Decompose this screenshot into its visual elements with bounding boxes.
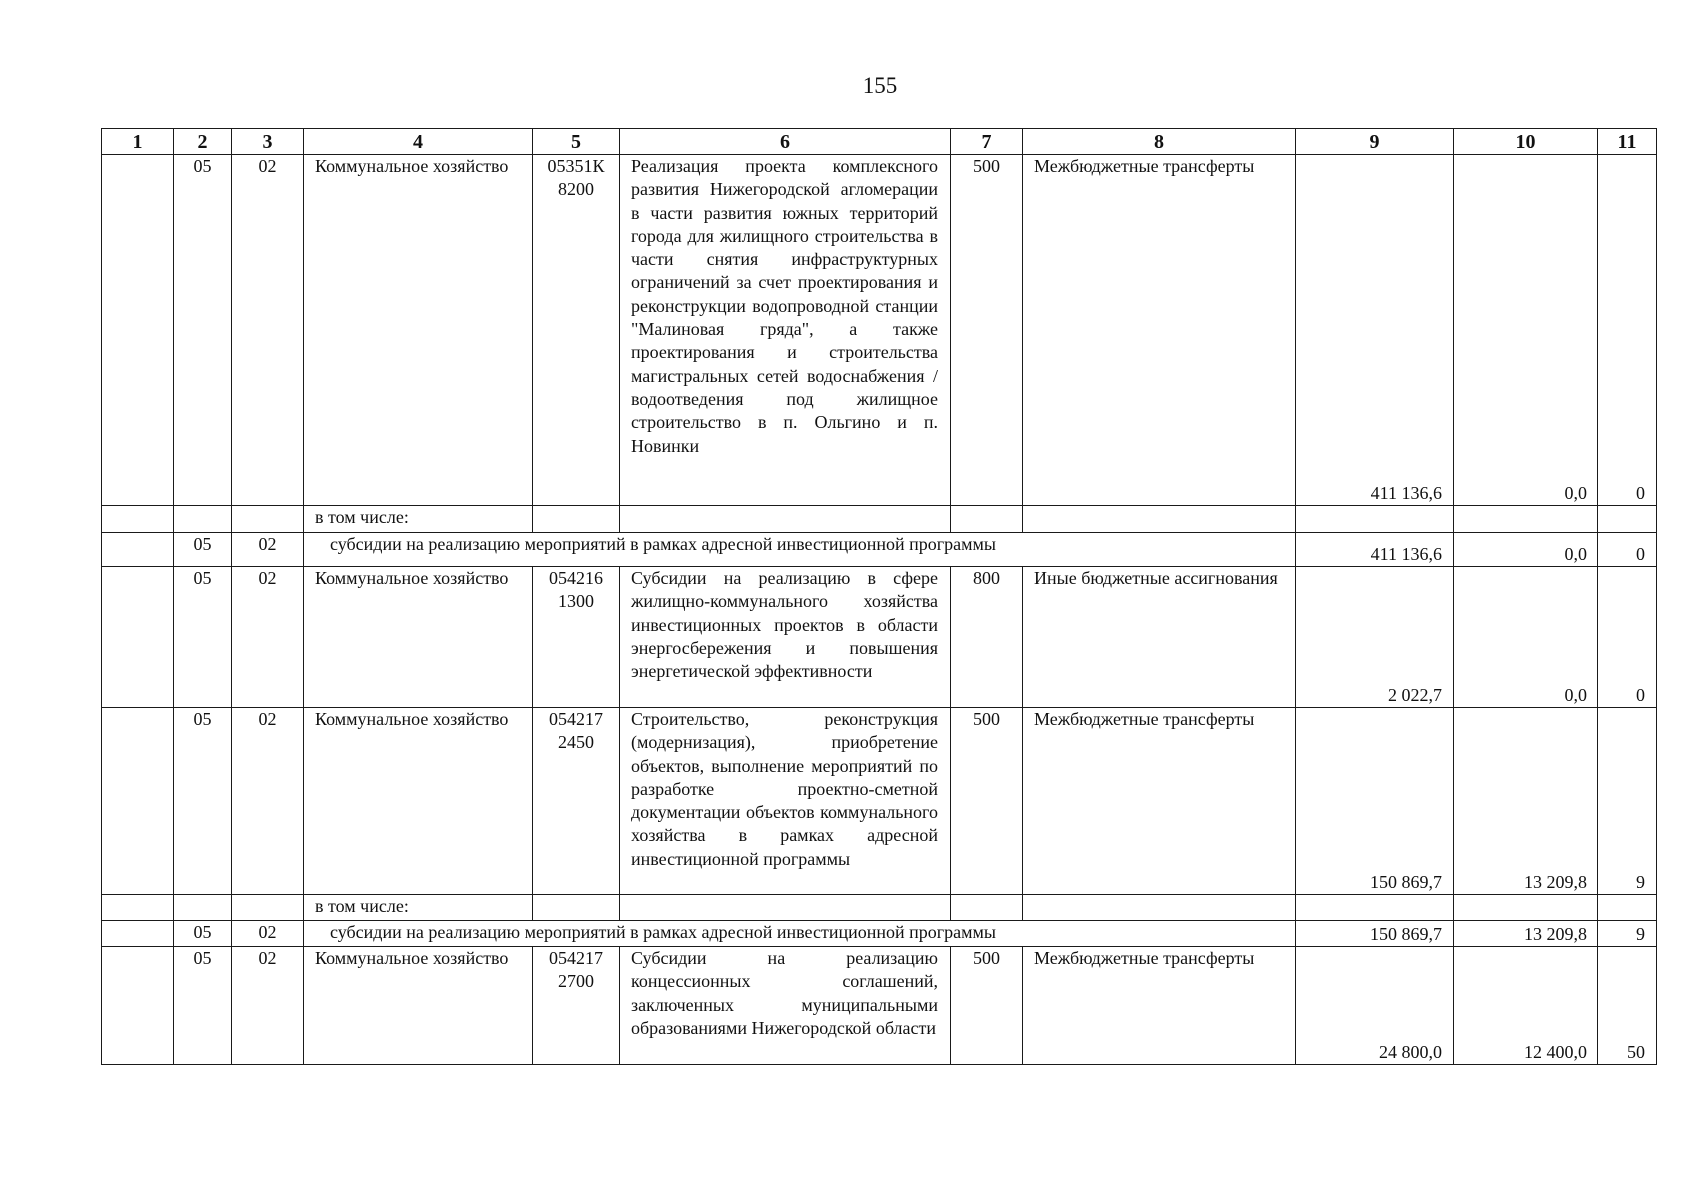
column-header: 6 — [620, 129, 951, 155]
cell-empty — [102, 155, 174, 506]
amount-col10: 12 400,0 — [1454, 947, 1598, 1065]
column-header: 7 — [951, 129, 1023, 155]
table-row — [102, 895, 1657, 921]
target-article-code: 054217 2700 — [533, 947, 620, 1065]
budget-table — [101, 128, 1657, 1065]
expense-type-name: Межбюджетные трансферты — [1023, 155, 1296, 506]
subsection-code: 02 — [232, 533, 304, 567]
amount-col11: 0 — [1598, 533, 1657, 567]
section-name: Коммунальное хозяйство — [304, 947, 533, 1065]
table-header-row — [102, 129, 1657, 155]
expense-type-code: 500 — [951, 155, 1023, 506]
column-header: 9 — [1296, 129, 1454, 155]
amount-col9: 411 136,6 — [1296, 155, 1454, 506]
expense-description: Строительство, реконструкция (модернизация), приобретение объектов, выполнение мероприятий по разработке проектно-сметной документации объектов коммунального хозяйства в рамках адресной инвестиционной программы — [620, 708, 951, 895]
column-header: 10 — [1454, 129, 1598, 155]
target-article-code: 05351К 8200 — [533, 155, 620, 506]
subsection-code: 02 — [232, 921, 304, 947]
subsection-code: 02 — [232, 567, 304, 708]
table-row — [102, 921, 1657, 947]
table-row — [102, 506, 1657, 533]
amount-col11: 9 — [1598, 708, 1657, 895]
section-code: 05 — [174, 155, 232, 506]
column-header: 1 — [102, 129, 174, 155]
table-row — [102, 567, 1657, 708]
amount-col10: 0,0 — [1454, 155, 1598, 506]
target-article-code: 054216 1300 — [533, 567, 620, 708]
column-header: 8 — [1023, 129, 1296, 155]
amount-col10: 13 209,8 — [1454, 708, 1598, 895]
section-name: Коммунальное хозяйство — [304, 708, 533, 895]
expense-type-name: Иные бюджетные ассигнования — [1023, 567, 1296, 708]
column-header: 2 — [174, 129, 232, 155]
expense-description: Реализация проекта комплексного развития Нижегородской агломерации в части развития южных территорий города для жилищного строительства в части снятия инфраструктурных ограничений за счет проектирования и реконструкции водопроводной станции "Малиновая гряда", а также проектирования и строительства магистральных сетей водоснабжения / водоотведения под жилищное строительство в п. Ольгино и п. Новинки — [620, 155, 951, 506]
section-code: 05 — [174, 947, 232, 1065]
table-row — [102, 947, 1657, 1065]
column-header: 11 — [1598, 129, 1657, 155]
amount-col9: 150 869,7 — [1296, 921, 1454, 947]
including-label: в том числе: — [304, 506, 533, 533]
section-name: Коммунальное хозяйство — [304, 155, 533, 506]
subsection-code: 02 — [232, 947, 304, 1065]
including-label: в том числе: — [304, 895, 533, 921]
table-row — [102, 533, 1657, 567]
subsection-code: 02 — [232, 155, 304, 506]
amount-col11: 0 — [1598, 567, 1657, 708]
expense-type-name: Межбюджетные трансферты — [1023, 947, 1296, 1065]
subsection-code: 02 — [232, 708, 304, 895]
table-row — [102, 708, 1657, 895]
column-header: 4 — [304, 129, 533, 155]
amount-col9: 150 869,7 — [1296, 708, 1454, 895]
amount-col9: 411 136,6 — [1296, 533, 1454, 567]
expense-type-code: 500 — [951, 708, 1023, 895]
amount-col11: 0 — [1598, 155, 1657, 506]
column-header: 5 — [533, 129, 620, 155]
amount-col11: 9 — [1598, 921, 1657, 947]
section-code: 05 — [174, 921, 232, 947]
column-header: 3 — [232, 129, 304, 155]
section-code: 05 — [174, 567, 232, 708]
subsidy-description: субсидии на реализацию мероприятий в рамках адресной инвестиционной программы — [304, 921, 1296, 947]
amount-col10: 13 209,8 — [1454, 921, 1598, 947]
table-row — [102, 155, 1657, 506]
amount-col10: 0,0 — [1454, 533, 1598, 567]
expense-type-code: 500 — [951, 947, 1023, 1065]
expense-description: Субсидии на реализацию концессионных соглашений, заключенных муниципальными образованиями Нижегородской области — [620, 947, 951, 1065]
expense-description: Субсидии на реализацию в сфере жилищно-коммунального хозяйства инвестиционных проектов в области энергосбережения и повышения энергетической эффективности — [620, 567, 951, 708]
expense-type-code: 800 — [951, 567, 1023, 708]
expense-type-name: Межбюджетные трансферты — [1023, 708, 1296, 895]
section-name: Коммунальное хозяйство — [304, 567, 533, 708]
amount-col10: 0,0 — [1454, 567, 1598, 708]
amount-col11: 50 — [1598, 947, 1657, 1065]
amount-col9: 24 800,0 — [1296, 947, 1454, 1065]
amount-col9: 2 022,7 — [1296, 567, 1454, 708]
page-number: 155 — [862, 73, 898, 98]
section-code: 05 — [174, 533, 232, 567]
target-article-code: 054217 2450 — [533, 708, 620, 895]
subsidy-description: субсидии на реализацию мероприятий в рамках адресной инвестиционной программы — [304, 533, 1296, 567]
section-code: 05 — [174, 708, 232, 895]
